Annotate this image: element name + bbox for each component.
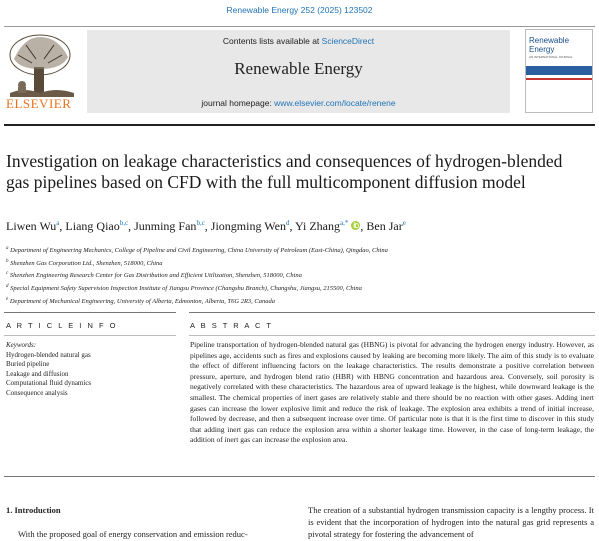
affiliation-sup: e — [6, 296, 9, 302]
abstract-text: Pipeline transportation of hydrogen-blended natural gas (HBNG) is pivotal for advancing the hydrogen energy industry. However, as pipelines age, accidents such as fires and explosions caused by leaking are becoming more likely. The aim of this study is to evaluate the effect of different influencing factors on the leakage characteristics. The results demonstrate a positive correlation between pressure, aperture, and hydrogen blend ratio (HBR) with HBNG concentration and hazardous area. Conversely, soil porosity is negatively correlated with these characteristics. The hazardous area of upward leakage is the highest, while downward leakage is the smallest. The chemical properties of inert gases are relatively stable and there should be no reaction with other gases. Adding inert gases can increase the lower explosive limit and reduce the risk of leakage. The explosion area exhibits a trend of initial increase, followed by decrease, and then a subsequent increase over time. Of particular note is that it is the first time to discover in this study that adding inert gas can reduce the explosion area within a shorter leakage time. However, in the case of long-term leakage, the addition of inert gas can increase the explosion area. — [190, 340, 594, 445]
journal-homepage-link[interactable]: www.elsevier.com/locate/renene — [274, 98, 396, 108]
sciencedirect-link[interactable]: ScienceDirect — [321, 36, 375, 46]
author-name[interactable]: Jiongming Wen — [210, 219, 286, 233]
keywords-label: Keywords: — [6, 341, 37, 349]
affiliation-item — [6, 257, 596, 270]
author-name[interactable]: Junming Fan — [134, 219, 197, 233]
affiliation-sup: d — [6, 283, 9, 289]
affiliation-sup: a — [6, 246, 9, 251]
introduction-right-column: The creation of a substantial hydrogen transmission capacity is a lengthy process. It is evident that the incorporation of hydrogen into the natural gas grid represents a pivotal strategy for fostering the advancement of — [308, 505, 594, 539]
keyword-item: Buried pipeline — [6, 360, 50, 369]
affiliation-text: Shenzhen Gas Corporation Ltd., Shenzhen, 518000, China — [10, 259, 163, 267]
contents-prefix: Contents lists available at — [222, 36, 322, 46]
journal-citation[interactable]: Renewable Energy 252 (2025) 123502 — [226, 5, 373, 15]
keyword-item: Hydrogen-blended natural gas — [6, 350, 91, 359]
orcid-icon[interactable] — [351, 221, 360, 230]
author-sup[interactable]: a — [56, 219, 60, 227]
affiliation-text: Department of Mechanical Engineering, University of Alberta, Edmonton, Alberta, T6G 2R3, Canada — [9, 297, 276, 305]
keywords-rule — [4, 335, 176, 336]
author-sup[interactable]: e — [402, 219, 406, 227]
cover-stripe — [526, 78, 592, 80]
abstract-heading: A B S T R A C T — [190, 321, 273, 330]
article-title: Investigation on leakage characteristics and consequences of hydrogen-blended gas pipelines based on CFD with the full multicomponent diffusion model — [6, 151, 563, 192]
introduction-heading: 1. Introduction — [6, 505, 61, 515]
author-name[interactable]: Yi Zhang — [295, 219, 341, 233]
affiliation-text: Special Equipment Safety Supervision Inspection Institute of Jiangsu Province (Changshu Branch), Changshu, Jiangsu, 215500, China — [10, 285, 362, 293]
affiliation-sup: c — [6, 271, 9, 277]
affiliation-item — [6, 269, 596, 282]
author-sup[interactable]: a,* — [340, 219, 349, 227]
header-rule-top — [4, 26, 595, 27]
author-name[interactable]: Liwen Wu — [6, 219, 57, 233]
affiliation-text: Department of Engineering Mechanics, College of Pipeline and Civil Engineering, China University of Petroleum (East-China), Qingdao, China — [10, 247, 388, 255]
introduction-left-column: With the proposed goal of energy conservation and emission reduc- — [18, 529, 248, 539]
affiliation-item — [6, 244, 596, 257]
affiliation-item — [6, 295, 596, 308]
contents-line — [87, 36, 510, 46]
header-rule-bottom — [4, 124, 595, 126]
cover-title: Renewable Energy — [529, 36, 570, 54]
author-list: Liwen Wu$^a$, Liang Qiao$^{b,c}$, Junming Fan$^{b,c}$, Jiongming Wen$^d$, Yi Zhang$^{a,*}$ , Ben Jar$^e$ — [6, 219, 406, 233]
abstract-bottom-rule — [4, 476, 595, 477]
abstract-rule — [189, 312, 595, 313]
homepage-line — [87, 98, 510, 108]
author-sup[interactable]: b,c — [119, 219, 129, 227]
author-sup[interactable]: b,c — [196, 219, 205, 227]
keywords-block — [6, 341, 176, 399]
article-info-heading: A R T I C L E I N F O — [6, 321, 118, 330]
cover-subtitle: AN INTERNATIONAL JOURNAL — [529, 55, 573, 59]
author-name[interactable]: Liang Qiao — [65, 219, 120, 233]
homepage-prefix: journal homepage: — [201, 98, 275, 108]
keyword-item: Consequence analysis — [6, 388, 68, 397]
affiliation-sup: b — [6, 258, 9, 264]
article-info-rule — [4, 312, 176, 313]
keyword-item: Leakage and diffusion — [6, 369, 69, 378]
journal-name: Renewable Energy — [234, 59, 363, 78]
author-sup[interactable]: d — [285, 219, 290, 227]
affiliation-item — [6, 282, 596, 295]
abstract-subrule — [189, 335, 595, 336]
cover-band — [526, 66, 592, 75]
journal-cover-image[interactable] — [525, 29, 593, 113]
author-name[interactable]: Ben Jar — [366, 219, 403, 233]
affiliation-list — [6, 244, 596, 307]
keyword-item: Computational fluid dynamics — [6, 379, 92, 388]
publisher-name: ELSEVIER — [6, 96, 72, 111]
affiliation-text: Shenzhen Engineering Research Center for Gas Distribution and Efficient Utilization, Shenzhen, 518000, China — [9, 272, 302, 280]
